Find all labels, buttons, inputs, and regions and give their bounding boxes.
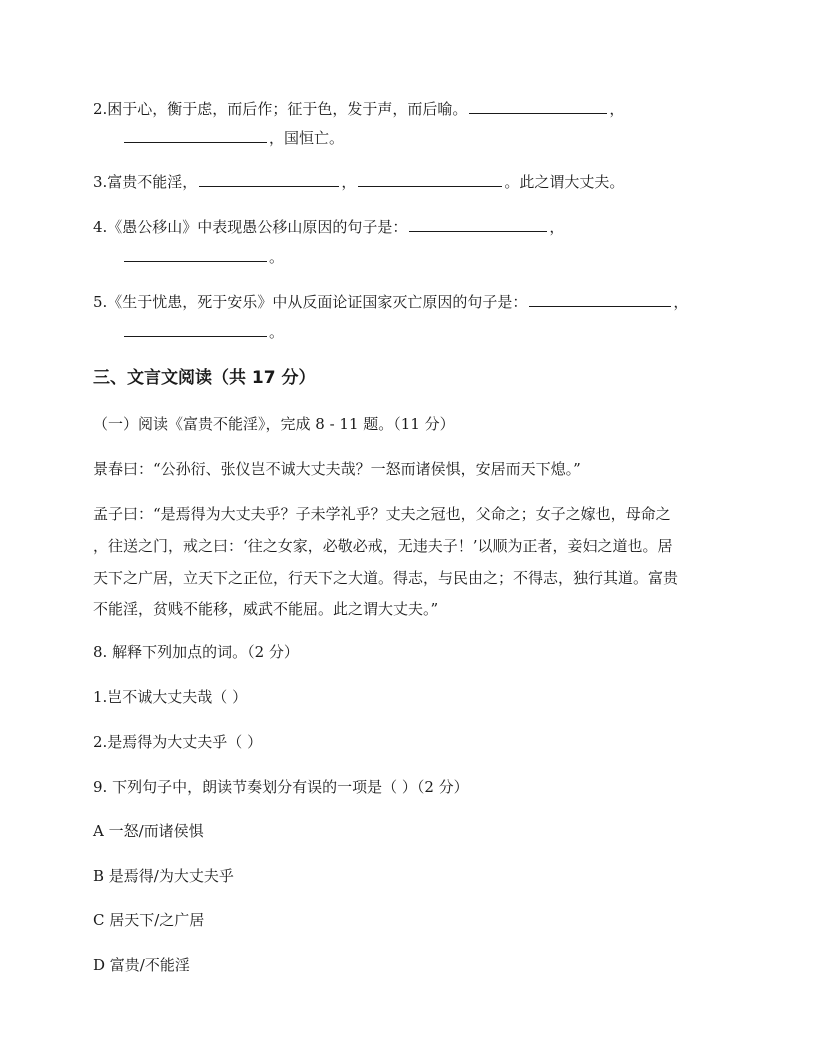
question-3-line xyxy=(93,170,624,192)
question-5-blank-2[interactable] xyxy=(124,320,267,337)
question-3-separator: ， xyxy=(341,173,357,191)
question-3-end: 。此之谓大丈夫。 xyxy=(504,173,625,191)
question-5-separator: ， xyxy=(673,293,689,311)
question-5-text: 5.《生于忧患，死于安乐》中从反面论证国家灭亡原因的句子是： xyxy=(93,293,528,311)
question-4-separator: ， xyxy=(549,218,565,236)
question-9-stem: 9. 下列句子中，朗读节奏划分有误的一项是（ ）（2 分） xyxy=(93,778,469,796)
question-5-line-2 xyxy=(122,320,284,342)
question-4-line-1 xyxy=(93,215,564,237)
passage-line: 天下之广居，立天下之正位，行天下之大道。得志，与民由之；不得志，独行其道。富贵 xyxy=(93,569,679,587)
part-1-intro: （一）阅读《富贵不能淫》，完成 8 - 11 题。（11 分） xyxy=(93,415,455,433)
passage-line: 孟子曰：“是焉得为大丈夫乎？子未学礼乎？丈夫之冠也，父命之；女子之嫁也，母命之 xyxy=(93,505,671,523)
question-4-blank-2[interactable] xyxy=(124,245,267,262)
question-8-stem: 8. 解释下列加点的词。（2 分） xyxy=(93,643,299,661)
question-2-line-1 xyxy=(93,97,624,119)
question-9-option-d[interactable]: D 富贵/不能淫 xyxy=(93,956,190,974)
question-2-text: 2.困于心，衡于虑，而后作；征于色，发于声，而后喻。 xyxy=(93,100,468,118)
question-3-text: 3.富贵不能淫， xyxy=(93,173,198,191)
question-3-blank-1[interactable] xyxy=(199,170,339,187)
passage-line: 景春曰：“公孙衍、张仪岂不诚大丈夫哉？一怒而诸侯惧，安居而天下熄。” xyxy=(93,460,581,478)
question-2-end: ，国恒亡。 xyxy=(269,129,345,147)
question-9-option-c[interactable]: C 居天下/之广居 xyxy=(93,911,205,929)
passage-line: ，往送之门，戒之曰：‘往之女家，必敬必戒，无违夫子！’以顺为正者，妾妇之道也。居 xyxy=(93,537,673,555)
question-9-option-b[interactable]: B 是焉得/为大丈夫乎 xyxy=(93,867,234,885)
passage-line: 不能淫，贫贱不能移，威武不能屈。此之谓大丈夫。” xyxy=(93,600,439,618)
question-4-line-2 xyxy=(122,245,284,267)
question-8-item-2: 2.是焉得为大丈夫乎（ ） xyxy=(93,733,263,751)
question-8-item-1: 1.岂不诚大丈夫哉（ ） xyxy=(93,688,248,706)
question-4-text: 4.《愚公移山》中表现愚公移山原因的句子是： xyxy=(93,218,408,236)
question-9-option-a[interactable]: A 一怒/而诸侯惧 xyxy=(93,822,204,840)
question-2-line-2 xyxy=(122,126,344,148)
question-4-end: 。 xyxy=(269,248,285,266)
question-2-separator: ， xyxy=(609,100,625,118)
question-5-blank-1[interactable] xyxy=(529,290,671,307)
section-3-heading: 三、文言文阅读（共 17 分） xyxy=(93,368,316,388)
question-4-blank-1[interactable] xyxy=(409,215,547,232)
question-2-blank-1[interactable] xyxy=(469,97,607,114)
question-5-end: 。 xyxy=(269,323,285,341)
question-2-blank-2[interactable] xyxy=(124,126,267,143)
question-3-blank-2[interactable] xyxy=(358,170,502,187)
question-5-line-1 xyxy=(93,290,688,312)
